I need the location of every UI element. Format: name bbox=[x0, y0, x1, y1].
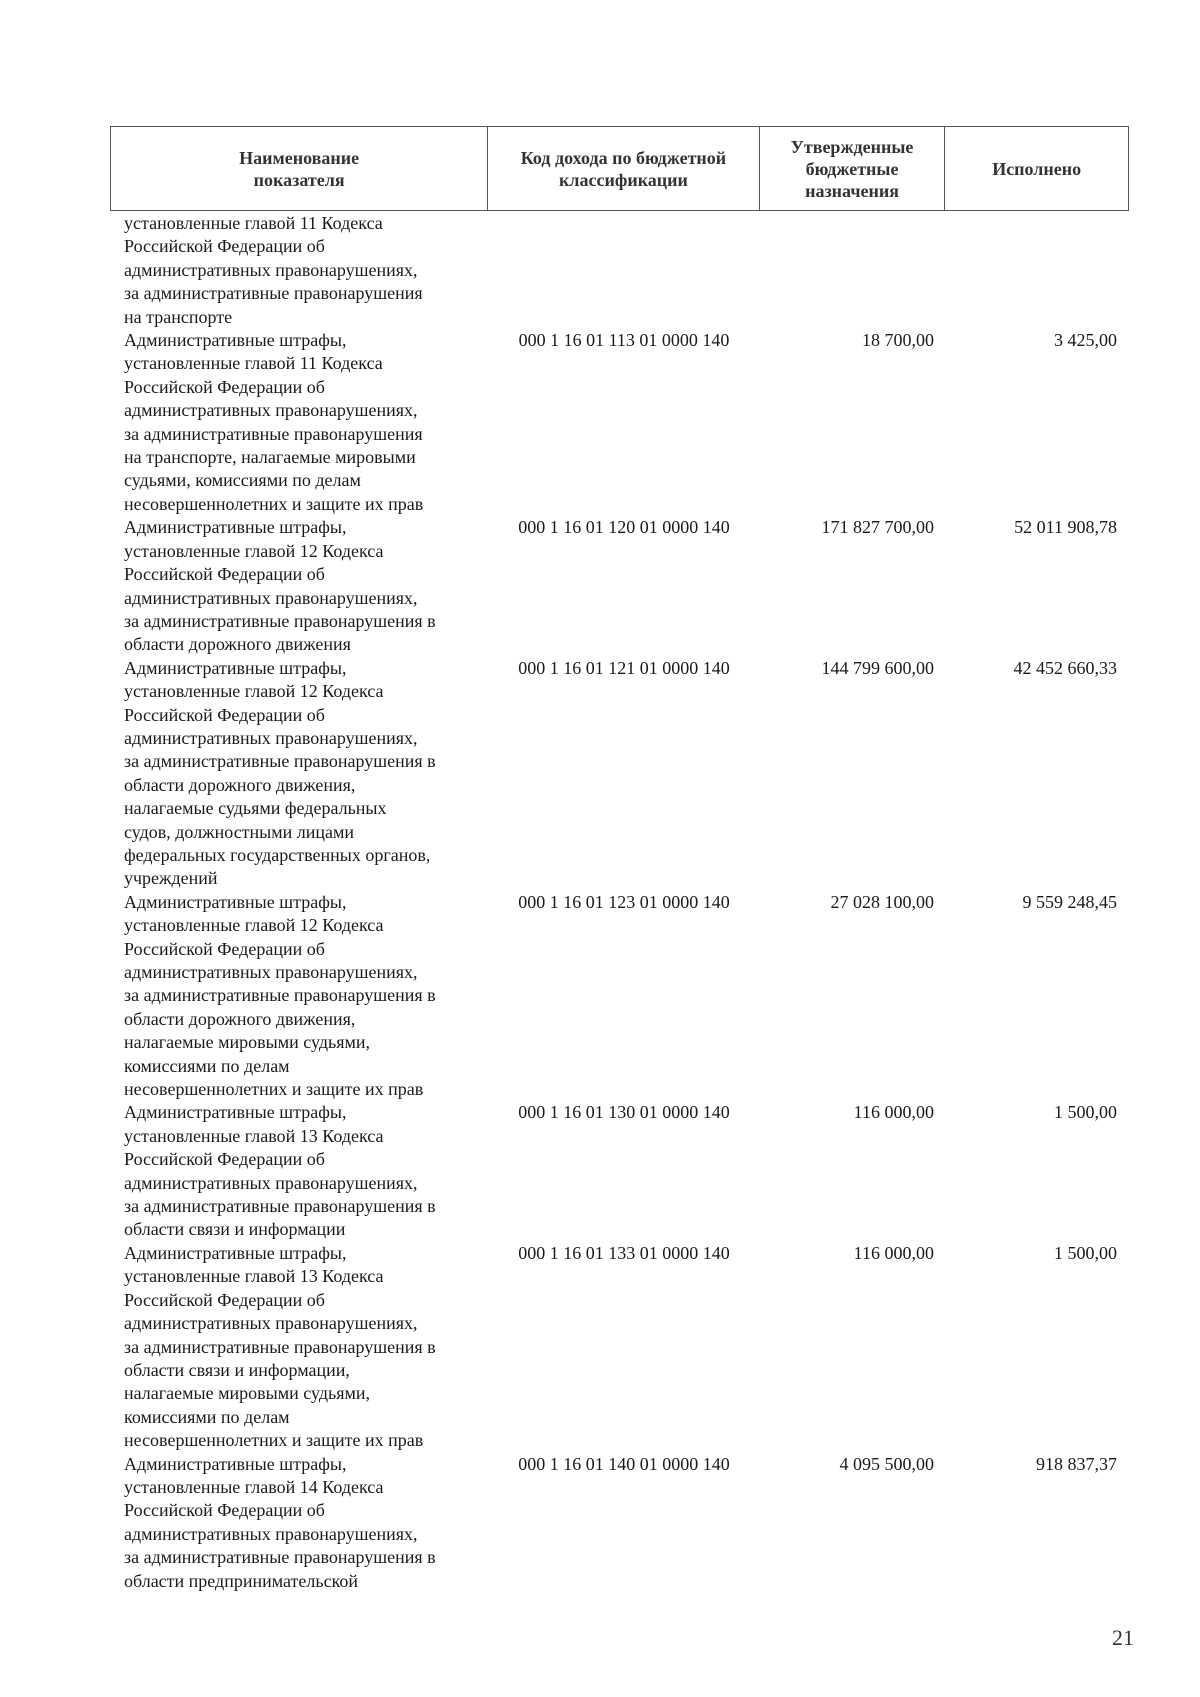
row-income-code: 000 1 16 01 121 01 0000 140 bbox=[518, 657, 730, 678]
row-indicator-name: Административные штрафы, установленные главой 14 Кодекса Российской Федерации об административных правонарушениях, за административные правонарушения в области предпринимательской bbox=[124, 1453, 436, 1591]
row-indicator-name: Административные штрафы, установленные главой 11 Кодекса Российской Федерации об административных правонарушениях, за административные правонарушения на транспорте, налагаемые мировыми судьями, комиссиями по делам несовершеннолетних и защите их прав bbox=[124, 330, 424, 514]
table-row bbox=[110, 891, 1129, 1102]
header-income-code bbox=[488, 127, 759, 210]
table-row bbox=[110, 212, 1129, 329]
row-income-code: 000 1 16 01 133 01 0000 140 bbox=[518, 1242, 730, 1263]
row-approved-amount: 144 799 600,00 bbox=[821, 657, 934, 678]
row-executed-amount: 1 500,00 bbox=[1054, 1242, 1117, 1263]
table-header bbox=[110, 126, 1129, 211]
row-approved-amount: 116 000,00 bbox=[853, 1102, 934, 1123]
row-executed-amount: 52 011 908,78 bbox=[1014, 517, 1117, 538]
table-row bbox=[110, 329, 1129, 516]
row-income-code: 000 1 16 01 130 01 0000 140 bbox=[518, 1102, 730, 1123]
row-executed-amount: 9 559 248,45 bbox=[1022, 891, 1117, 912]
header-approved bbox=[760, 127, 946, 210]
header-indicator-name-text: Наименование показателя bbox=[239, 147, 360, 190]
row-executed-amount: 42 452 660,33 bbox=[1013, 657, 1117, 678]
table-body bbox=[110, 212, 1129, 1593]
row-indicator-name: Административные штрафы, установленные главой 12 Кодекса Российской Федерации об административных правонарушениях, за административные правонарушения в области дорожного движения, налагаемые судьями федеральных судов, должностными лицами федеральных государственных органов, учреждений bbox=[124, 657, 436, 889]
row-indicator-name: установленные главой 11 Кодекса Российской Федерации об административных правонарушениях, за административные правонарушения на транспорте bbox=[124, 213, 423, 327]
row-approved-amount: 4 095 500,00 bbox=[839, 1453, 934, 1474]
header-executed-text: Исполнено bbox=[992, 158, 1082, 179]
row-income-code: 000 1 16 01 140 01 0000 140 bbox=[518, 1453, 730, 1474]
table-row bbox=[110, 657, 1129, 891]
row-approved-amount: 27 028 100,00 bbox=[830, 891, 934, 912]
header-executed bbox=[945, 127, 1128, 210]
row-indicator-name: Административные штрафы, установленные главой 13 Кодекса Российской Федерации об административных правонарушениях, за административные правонарушения в области связи и информации bbox=[124, 1102, 436, 1240]
row-indicator-name: Административные штрафы, установленные главой 12 Кодекса Российской Федерации об административных правонарушениях, за административные правонарушения в области дорожного движения bbox=[124, 517, 436, 655]
row-executed-amount: 3 425,00 bbox=[1054, 330, 1117, 351]
header-approved-text: Утвержденные бюджетные назначения bbox=[790, 136, 914, 201]
table-row bbox=[110, 516, 1129, 656]
row-executed-amount: 918 837,37 bbox=[1036, 1453, 1117, 1474]
row-income-code: 000 1 16 01 120 01 0000 140 bbox=[518, 517, 730, 538]
table-row bbox=[110, 1242, 1129, 1453]
row-indicator-name: Административные штрафы, установленные главой 12 Кодекса Российской Федерации об административных правонарушениях, за административные правонарушения в области дорожного движения, налагаемые мировыми судьями, комиссиями по делам несовершеннолетних и защите их прав bbox=[124, 891, 436, 1100]
row-indicator-name: Административные штрафы, установленные главой 13 Кодекса Российской Федерации об административных правонарушениях, за административные правонарушения в области связи и информации, налагаемые мировыми судьями, комиссиями по делам несовершеннолетних и защите их прав bbox=[124, 1242, 436, 1451]
row-income-code: 000 1 16 01 123 01 0000 140 bbox=[518, 891, 730, 912]
row-executed-amount: 1 500,00 bbox=[1054, 1102, 1117, 1123]
table-row bbox=[110, 1453, 1129, 1593]
header-indicator-name bbox=[111, 127, 488, 210]
row-approved-amount: 171 827 700,00 bbox=[821, 517, 934, 538]
table-row bbox=[110, 1101, 1129, 1241]
row-income-code: 000 1 16 01 113 01 0000 140 bbox=[518, 330, 730, 351]
row-approved-amount: 18 700,00 bbox=[862, 330, 934, 351]
page-number: 21 bbox=[1112, 1625, 1134, 1650]
row-approved-amount: 116 000,00 bbox=[853, 1242, 934, 1263]
header-income-code-text: Код дохода по бюджетной классификации bbox=[520, 147, 727, 190]
